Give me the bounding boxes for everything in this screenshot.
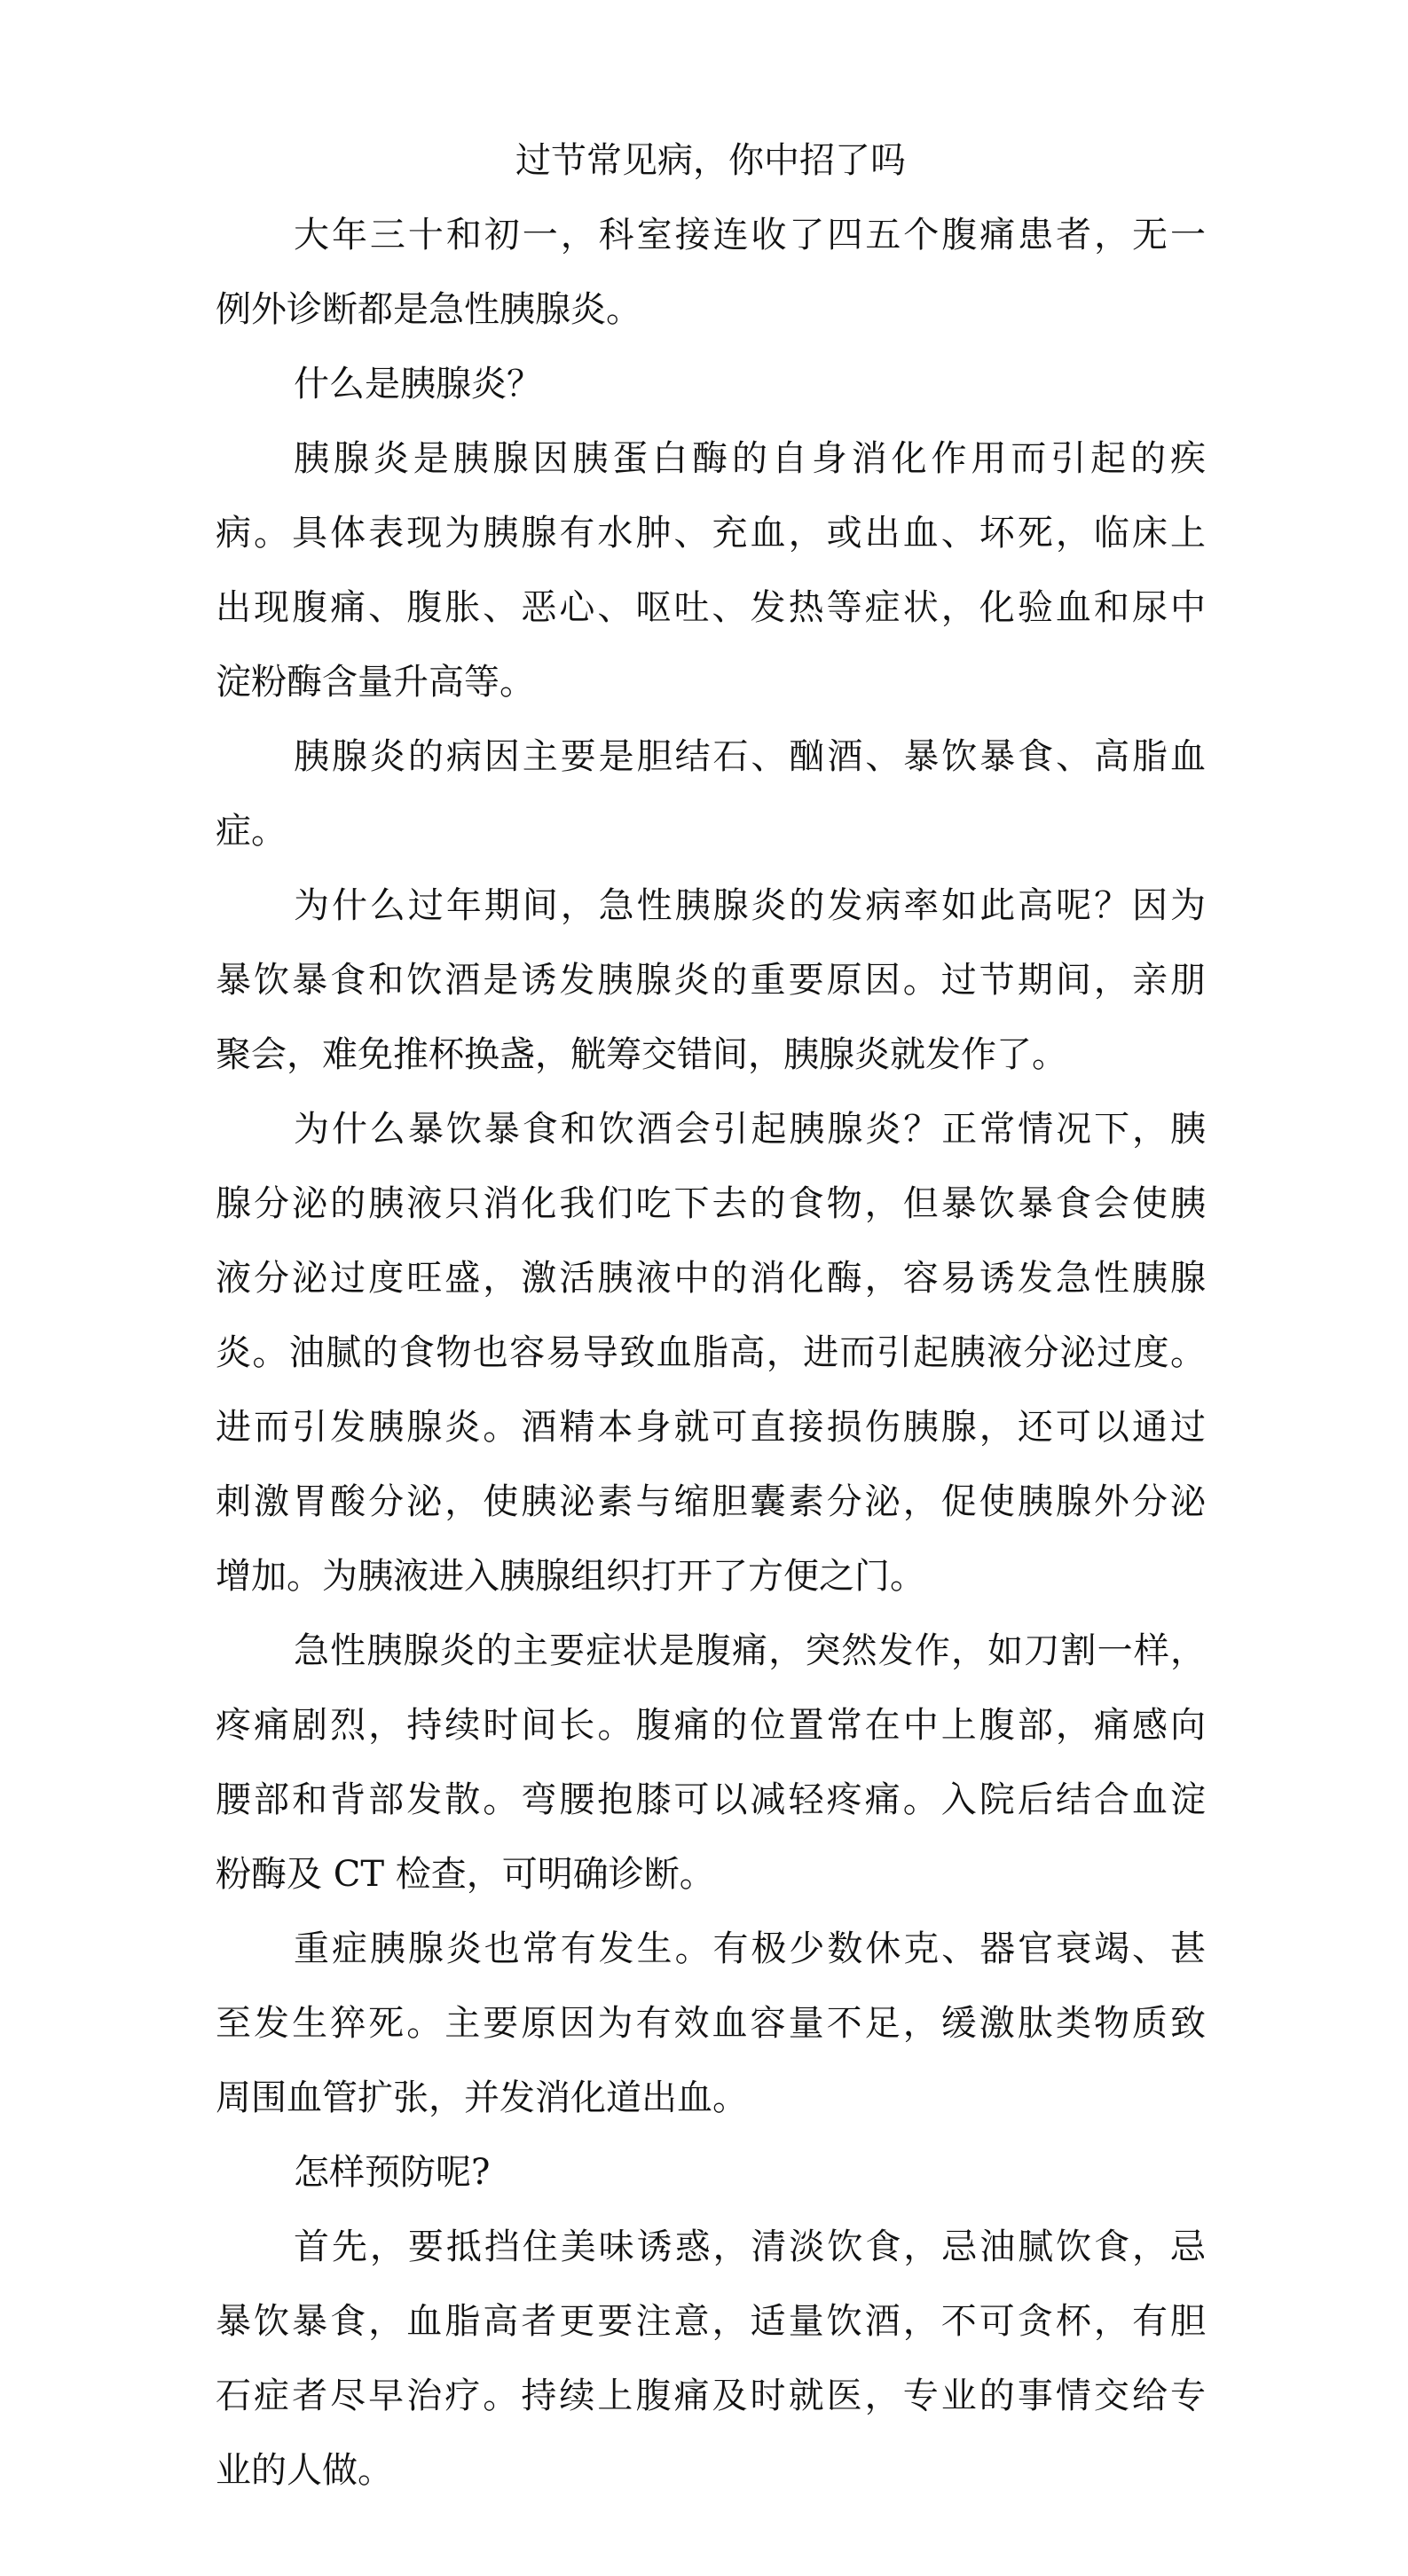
text-line: 炎。油腻的食物也容易导致血脂高，进而引起胰液分泌过度。: [216, 1332, 1206, 1373]
paragraph: [216, 1912, 1206, 2135]
paragraph: [216, 198, 1206, 347]
text-line: 大年三十和初一，科室接连收了四五个腹痛患者，无一: [294, 215, 1206, 255]
text-line: 怎样预防呢?: [294, 2152, 491, 2193]
paragraph: [216, 347, 1206, 421]
text-line: 为什么暴饮暴食和饮酒会引起胰腺炎？正常情况下，胰: [294, 1109, 1206, 1150]
paragraph: [216, 1092, 1206, 1614]
text-line: 粉酶及 CT 检查，可明确诊断。: [216, 1854, 715, 1895]
paragraph: [216, 421, 1206, 719]
text-line: 液分泌过度旺盛，激活胰液中的消化酶，容易诱发急性胰腺: [216, 1258, 1206, 1299]
paragraph: [216, 868, 1206, 1092]
text-line: 增加。为胰液进入胰腺组织打开了方便之门。: [216, 1556, 925, 1597]
document-title: 过节常见病，你中招了吗: [515, 140, 906, 181]
text-line: 石症者尽早治疗。持续上腹痛及时就医，专业的事情交给专: [216, 2376, 1206, 2416]
text-line: 例外诊断都是急性胰腺炎。: [216, 289, 641, 330]
text-line: 病。具体表现为胰腺有水肿、充血，或出血、坏死，临床上: [216, 513, 1206, 554]
text-line: 淀粉酶含量升高等。: [216, 662, 535, 703]
text-line: 周围血管扩张，并发消化道出血。: [216, 2077, 748, 2118]
paragraph: [216, 719, 1206, 868]
text-line: 刺激胃酸分泌，使胰泌素与缩胆囊素分泌，促使胰腺外分泌: [216, 1481, 1206, 1522]
text-line: 暴饮暴食，血脂高者更要注意，适量饮酒，不可贪杯，有胆: [216, 2301, 1206, 2342]
paragraph: [216, 2135, 1206, 2210]
text-line: 胰腺炎是胰腺因胰蛋白酶的自身消化作用而引起的疾: [294, 438, 1206, 479]
text-line: 急性胰腺炎的主要症状是腹痛，突然发作，如刀割一样，: [294, 1630, 1206, 1671]
text-line: 至发生猝死。主要原因为有效血容量不足，缓激肽类物质致: [216, 2003, 1206, 2044]
text-line: 为什么过年期间，急性胰腺炎的发病率如此高呢？因为: [294, 885, 1206, 926]
text-line: 出现腹痛、腹胀、恶心、呕吐、发热等症状，化验血和尿中: [216, 587, 1206, 628]
text-line: 腺分泌的胰液只消化我们吃下去的食物，但暴饮暴食会使胰: [216, 1183, 1206, 1224]
paragraph: [216, 2210, 1206, 2508]
text-line: 疼痛剧烈，持续时间长。腹痛的位置常在中上腹部，痛感向: [216, 1705, 1206, 1746]
text-line: 进而引发胰腺炎。酒精本身就可直接损伤胰腺，还可以通过: [216, 1407, 1206, 1448]
text-line: 聚会，难免推杯换盏，觥筹交错间，胰腺炎就发作了。: [216, 1034, 1067, 1075]
paragraph: [216, 1614, 1206, 1912]
text-line: 症。: [216, 811, 287, 852]
paragraphs: [216, 198, 1206, 2508]
text-line: 重症胰腺炎也常有发生。有极少数休克、器官衰竭、甚: [294, 1928, 1206, 1969]
text-line: 业的人做。: [216, 2450, 393, 2491]
text-line: 首先，要抵挡住美味诱惑，清淡饮食，忌油腻饮食，忌: [294, 2227, 1206, 2267]
text-line: 腰部和背部发散。弯腰抱膝可以减轻疼痛。入院后结合血淀: [216, 1779, 1206, 1820]
text-line: 什么是胰腺炎？: [294, 364, 542, 404]
document-body: [216, 123, 1206, 2508]
text-line: 胰腺炎的病因主要是胆结石、酗酒、暴饮暴食、高脂血: [294, 736, 1206, 777]
text-line: 暴饮暴食和饮酒是诱发胰腺炎的重要原因。过节期间，亲朋: [216, 960, 1206, 1001]
